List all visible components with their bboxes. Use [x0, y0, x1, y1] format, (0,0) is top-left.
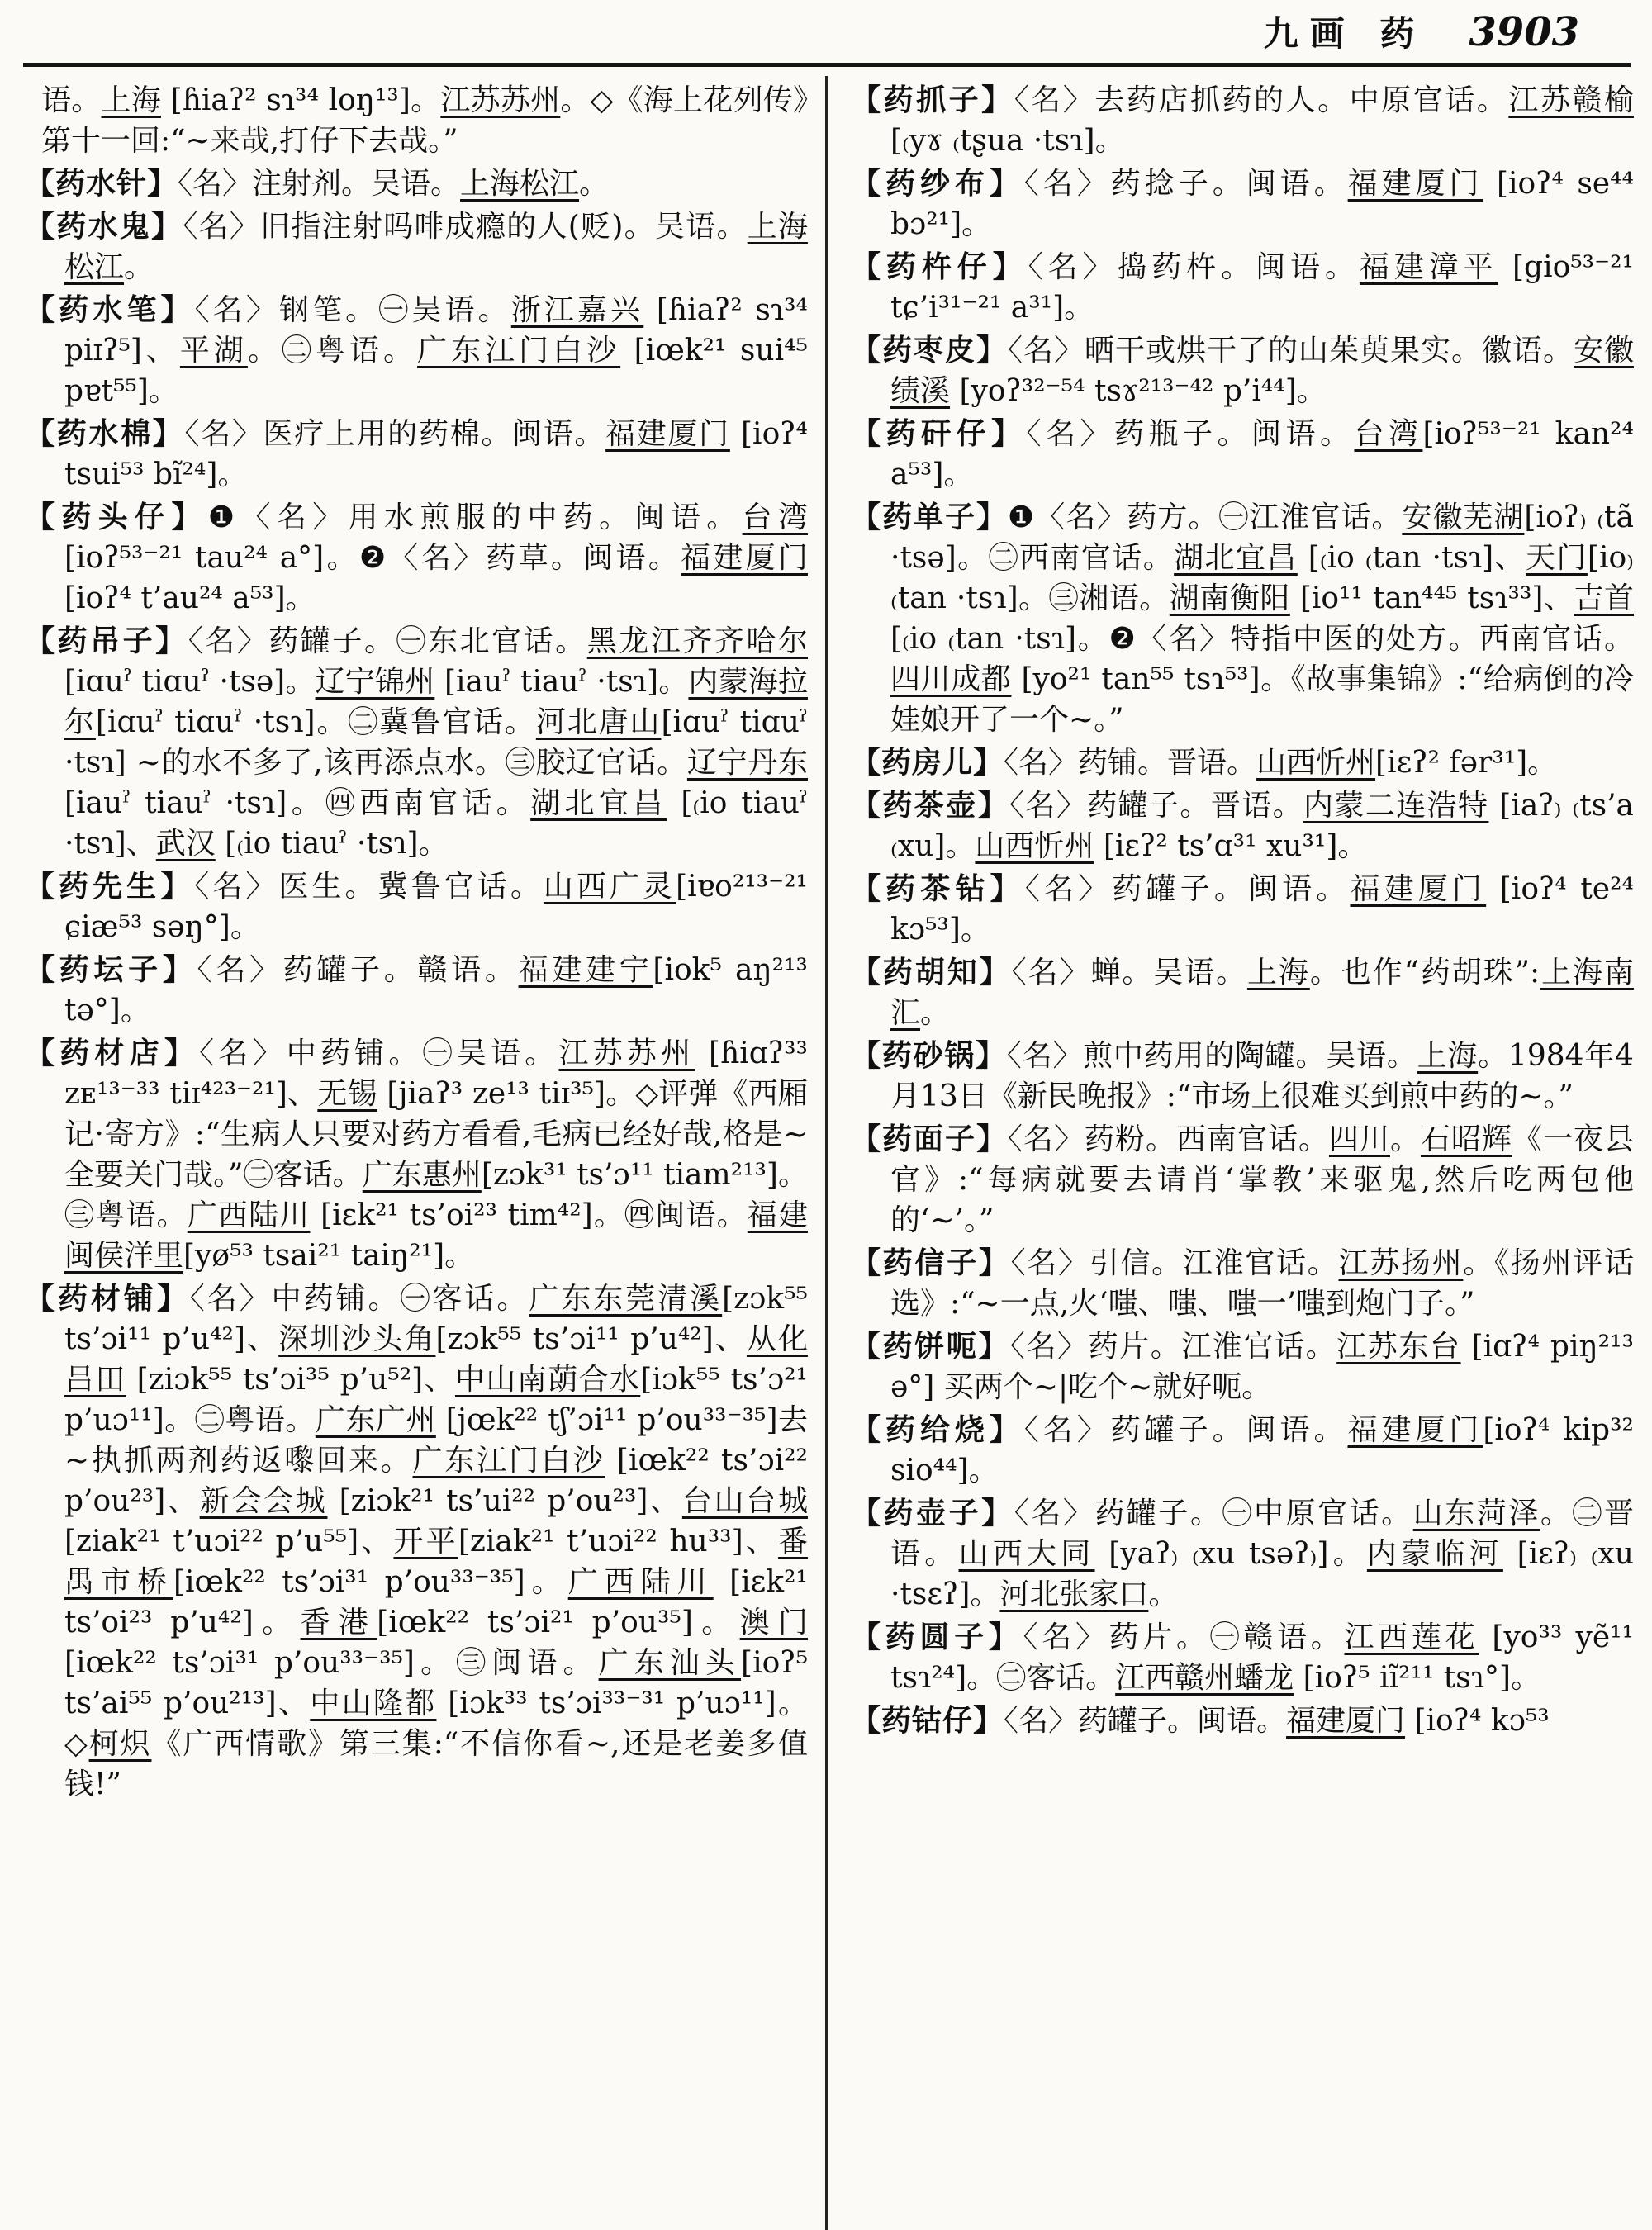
entry-headword: 【药材店】 [25, 1037, 200, 1070]
entry-body: 〈名〉药捻子。闽语。福建厦门 [ioʔ⁴ se⁴⁴ bɔ²¹]。 [890, 167, 1634, 241]
proper-name-underline: 开平 [393, 1525, 458, 1559]
proper-name-underline: 江苏苏州 [558, 1037, 695, 1070]
dictionary-entry [851, 1119, 1634, 1241]
entry-headword: 【药给烧】 [851, 1413, 1024, 1447]
proper-name-underline: 台湾 [1354, 417, 1423, 451]
proper-name-underline: 黑龙江齐齐哈尔 [586, 624, 808, 658]
proper-name-underline: 武汉 [155, 827, 216, 861]
dictionary-entry [851, 1410, 1634, 1491]
proper-name-underline: 石昭辉 [1420, 1122, 1512, 1156]
proper-name-underline: 河北唐山 [535, 705, 662, 739]
proper-name-underline: 湖北宜昌 [1174, 541, 1298, 575]
dictionary-entry [25, 206, 808, 287]
entry-headword: 【药胡知】 [851, 956, 1012, 989]
proper-name-underline: 上海 [1417, 1039, 1479, 1073]
entry-headword: 【药饼呃】 [851, 1330, 1010, 1364]
left-column [25, 78, 808, 1807]
entry-body: 〈名〉钢笔。㊀吴语。浙江嘉兴 [ɦiaʔ² sɿ³⁴ piɪʔ⁵]、平湖。㊁粤语。广东江门白沙 [iœk²¹ sui⁴⁵ pɐt⁵⁵]。 [64, 293, 808, 408]
proper-name-underline: 上海 [101, 83, 161, 117]
proper-name-underline: 辽宁锦州 [315, 665, 435, 699]
right-column [851, 78, 1634, 1744]
proper-name-underline: 中山隆都 [310, 1687, 437, 1720]
entry-body: 〈名〉药瓶子。闽语。台湾[ioʔ⁵³⁻²¹ kan²⁴ a⁵³]。 [890, 417, 1634, 491]
page-header [1264, 7, 1579, 56]
dictionary-entry [851, 164, 1634, 244]
entry-headword: 【药面子】 [851, 1122, 1008, 1156]
entry-body: 〈名〉药罐子。闽语。福建厦门 [ioʔ⁴ kɔ⁵³ [1004, 1704, 1550, 1738]
column-divider [825, 76, 828, 2230]
proper-name-underline: 广东江门白沙 [417, 334, 621, 368]
dictionary-entry [851, 869, 1634, 950]
entry-headword: 【药杵仔】 [851, 250, 1028, 284]
proper-name-underline: 山西广灵 [543, 870, 676, 904]
proper-name-underline: 山西大同 [958, 1537, 1095, 1571]
entry-body: 〈名〉中药铺。㊀客话。广东东莞清溪[zɔk⁵⁵ ts’ɔi¹¹ p’u⁴²]、深圳沙头角[zɔk⁵⁵ ts’ɔi¹¹ p’u⁴²]、从化吕田 [ziɔk⁵⁵ ts’ɔi³⁵ p’u⁵²]、中山南蓢合水[iɔk⁵⁵ ts’ɔ²¹ p’uɔ¹¹]。㊁粤语。广东广州 [jœk²² tʃ’ɔi¹¹ p’ou³³⁻³⁵]去~执抓两剂药返嚟回来。广东江门白沙 [iœk²² ts’ɔi²² p’ou²³]、新会会城 [ziɔk²¹ ts’ui²² p’ou²³]、台山台城 [ziak²¹ t’uɔi²² p’u⁵⁵]、开平[ziak²¹ t’uɔi²² hu³³]、番禺市桥[iœk²² ts’ɔi³¹ p’ou³³⁻³⁵]。广西陆川 [iɛk²¹ ts’oi²³ p’u⁴²]。香港[iœk²² ts’ɔi²¹ p’ou³⁵]。澳门 [iœk²² ts’ɔi³¹ p’ou³³⁻³⁵]。㊂闽语。广东汕头[ioʔ⁵ ts’ai⁵⁵ p’ou²¹³]、中山隆都 [iɔk³³ ts’ɔi³³⁻³¹ p’uɔ¹¹]。◇柯炽《广西情歌》第三集:“不信你看~,还是老姜多值钱!” [64, 1282, 808, 1801]
proper-name-underline: 澳门 [739, 1606, 808, 1639]
proper-name-underline: 内蒙二连浩特 [1303, 789, 1489, 823]
proper-name-underline: 广东东莞清溪 [529, 1282, 723, 1316]
entry-headword: 【药先生】 [25, 870, 195, 904]
proper-name-underline: 福建厦门 [1347, 167, 1483, 201]
proper-name-underline: 江苏赣榆 [1508, 83, 1634, 117]
proper-name-underline: 上海松江 [460, 167, 580, 201]
proper-name-underline: 四川 [1328, 1122, 1390, 1156]
dictionary-entry [851, 743, 1634, 783]
proper-name-underline: 上海 [1246, 956, 1310, 989]
proper-name-underline: 从化吕田 [64, 1322, 808, 1397]
entry-headword: 【药房儿】 [851, 746, 1004, 780]
dictionary-entry [851, 80, 1634, 161]
entry-body: 〈名〉医生。冀鲁官话。山西广灵[iɐo²¹³⁻²¹ ɕiæ⁵³ səŋ°]。 [64, 870, 808, 944]
proper-name-underline: 台湾 [742, 501, 808, 534]
proper-name-underline: 河北张家口 [999, 1578, 1149, 1611]
entry-body: 〈名〉药罐子。闽语。福建厦门[ioʔ⁴ kip³² sio⁴⁴]。 [890, 1413, 1634, 1487]
dictionary-entry [851, 497, 1634, 740]
entry-headword: 【药壶子】 [851, 1497, 1014, 1530]
entry-body: ❶〈名〉药方。㊀江淮官话。安徽芜湖[ioʔ₎ ₍tã ·tsə]。㊁西南官话。湖北宜昌 [₍io ₍tan ·tsɿ]、天门[io₎ ₍tan ·tsɿ]。㊂湘语。湖南衡阳 [io¹¹ tan⁴⁴⁵ tsɿ³³]、吉首[₍io ₍tan ·tsɿ]。❷〈名〉特指中医的处方。西南官话。四川成都 [yo²¹ tan⁵⁵ tsɿ⁵³]。《故事集锦》:“给病倒的冷娃娘开了一个~。” [890, 501, 1634, 737]
proper-name-underline: 广西陆川 [567, 1565, 714, 1599]
proper-name-underline: 无锡 [317, 1077, 377, 1111]
proper-name-underline: 安徽绩溪 [890, 334, 1634, 408]
proper-name-underline: 福建闽侯洋里 [64, 1198, 808, 1273]
dictionary-entry [851, 785, 1634, 866]
proper-name-underline: 福建厦门 [1347, 1413, 1483, 1447]
entry-body: 〈名〉注射剂。吴语。上海松江。 [178, 167, 610, 201]
proper-name-underline: 深圳沙头角 [278, 1322, 436, 1356]
entry-body: 〈名〉药铺。晋语。山西忻州[iɛʔ² fər³¹]。 [1004, 746, 1558, 780]
entry-headword: 【药抓子】 [851, 83, 1014, 117]
proper-name-underline: 番禺市桥 [64, 1525, 808, 1599]
proper-name-underline: 江苏扬州 [1338, 1246, 1464, 1280]
dictionary-entry [851, 247, 1634, 328]
entry-body: 〈名〉晒干或烘干了的山茱萸果实。徽语。安徽绩溪 [yoʔ³²⁻⁵⁴ tsɤ²¹³⁻⁴² p’i⁴⁴]。 [890, 334, 1634, 408]
entry-body: 〈名〉药罐子。㊀东北官话。黑龙江齐齐哈尔[iɑuˀ tiɑuˀ ·tsə]。辽宁锦州 [iauˀ tiauˀ ·tsɿ]。内蒙海拉尔[iɑuˀ tiɑuˀ ·tsɿ]。㊁冀鲁官话。河北唐山[iɑuˀ tiɑuˀ ·tsɿ] ~的水不多了,该再添点水。㊂胶辽官话。辽宁丹东 [iauˀ tiauˀ ·tsɿ]。㊃西南官话。湖北宜昌 [₍io tiauˀ ·tsɿ]、武汉 [₍io tiauˀ ·tsɿ]。 [64, 624, 808, 861]
dictionary-entry [851, 1036, 1634, 1117]
dictionary-entry [851, 1326, 1634, 1407]
proper-name-underline: 平湖 [179, 334, 248, 368]
proper-name-underline: 柯炽 [88, 1727, 152, 1761]
dictionary-entry [25, 290, 808, 411]
proper-name-underline: 香港 [300, 1606, 377, 1639]
entry-body: 〈名〉捣药杵。闽语。福建漳平 [gio⁵³⁻²¹ tɕ’i³¹⁻²¹ a³¹]。 [890, 250, 1634, 325]
entry-body: 〈名〉去药店抓药的人。中原官话。江苏赣榆[₍yɤ ₍tʂua ·tsɿ]。 [890, 83, 1634, 158]
entry-body: 〈名〉药罐子。晋语。内蒙二连浩特 [iaʔ₎ ₍ts’a ₍xu]。山西忻州 [iɛʔ² ts’ɑ³¹ xu³¹]。 [890, 789, 1634, 863]
header-rule [23, 63, 1631, 67]
entry-headword: 【药枣皮】 [851, 334, 1008, 368]
entry-headword: 【药水棉】 [25, 417, 185, 451]
proper-name-underline: 广东江门白沙 [412, 1444, 605, 1478]
dictionary-entry [851, 1701, 1634, 1741]
entry-headword: 【药单子】 [851, 501, 1009, 534]
entry-body: 〈名〉药罐子。赣语。福建建宁[iok⁵ aŋ²¹³ tə°]。 [64, 953, 808, 1027]
entry-headword: 【药坛子】 [25, 953, 197, 987]
dictionary-entry [25, 866, 808, 947]
proper-name-underline: 山西忻州 [975, 829, 1094, 863]
entry-headword: 【药茶钻】 [851, 872, 1025, 906]
continuation-paragraph [25, 80, 808, 161]
entry-body: 〈名〉药片。江淮官话。江苏东台 [iɑʔ⁴ piŋ²¹³ ə°] 买两个~|吃个~就好呃。 [890, 1330, 1634, 1404]
entry-headword: 【药水笔】 [25, 293, 195, 327]
proper-name-underline: 山东菏泽 [1412, 1497, 1540, 1530]
entry-headword: 【药水针】 [25, 167, 178, 201]
proper-name-underline: 安徽芜湖 [1402, 501, 1525, 534]
proper-name-underline: 山西忻州 [1256, 746, 1376, 780]
proper-name-underline: 湖北宜昌 [530, 786, 667, 820]
dictionary-entry [25, 1279, 808, 1805]
header-section-label: 九画 药 [1263, 13, 1427, 54]
proper-name-underline: 福建建宁 [518, 953, 653, 987]
entry-body: 〈名〉中药铺。㊀吴语。江苏苏州 [ɦiɑʔ³³ zᴇ¹³⁻³³ tiɪ⁴²³⁻²¹]、无锡 [jiaʔ³ ze¹³ tiɪ³⁵]。◇评弹《西厢记·寄方》:“生病人只要对药方看看,毛病已经好哉,格是~全要关门哉。”㊁客话。广东惠州[zɔk³¹ ts’ɔ¹¹ tiam²¹³]。㊂粤语。广西陆川 [iɛk²¹ ts’oi²³ tim⁴²]。㊃闽语。福建闽侯洋里[yø⁵³ tsai²¹ taiŋ²¹]。 [64, 1037, 808, 1273]
proper-name-underline: 广东广州 [315, 1403, 436, 1437]
entry-headword: 【药材铺】 [25, 1282, 190, 1316]
proper-name-underline: 湖南衡阳 [1169, 581, 1290, 615]
proper-name-underline: 福建厦门 [681, 541, 808, 575]
proper-name-underline: 江苏苏州 [440, 83, 561, 117]
proper-name-underline: 广西陆川 [187, 1198, 311, 1232]
entry-body: 〈名〉蝉。吴语。上海。也作“药胡珠”:上海南汇。 [890, 956, 1634, 1030]
dictionary-entry [851, 1493, 1634, 1615]
entry-body: 〈名〉药粉。西南官话。四川。石昭辉《一夜县官》:“每病就要去请肖‘掌教’来驱鬼,然后吃两包他的‘~’。” [890, 1122, 1634, 1237]
entry-body: 语。上海 [ɦiaʔ² sɿ³⁴ loŋ¹³]。江苏苏州。◇《海上花列传》第十一回:“~来哉,打仔下去哉。” [41, 83, 808, 158]
proper-name-underline: 天门 [1526, 541, 1588, 575]
dictionary-entry [25, 1033, 808, 1276]
proper-name-underline: 四川成都 [890, 662, 1012, 696]
entry-body: 〈名〉引信。江淮官话。江苏扬州。《扬州评话选》:“~一点,火‘嗤、嗤、嗤一’嗤到炮门子。” [890, 1246, 1634, 1321]
proper-name-underline: 辽宁丹东 [686, 746, 808, 780]
dictionary-entry [25, 497, 808, 619]
entry-body: 〈名〉药罐子。闽语。福建厦门 [ioʔ⁴ te²⁴ kɔ⁵³]。 [890, 872, 1634, 947]
proper-name-underline: 福建厦门 [1350, 872, 1487, 906]
dictionary-entry [851, 952, 1634, 1033]
entry-body: ❶〈名〉用水煎服的中药。闽语。台湾 [ioʔ⁵³⁻²¹ tau²⁴ a°]。❷〈名〉药草。闽语。福建厦门 [ioʔ⁴ t’au²⁴ a⁵³]。 [64, 501, 808, 615]
proper-name-underline: 台山台城 [681, 1484, 808, 1518]
proper-name-underline: 内蒙海拉尔 [64, 665, 808, 739]
proper-name-underline: 上海南汇 [890, 956, 1634, 1030]
dictionary-entry [851, 1617, 1634, 1698]
proper-name-underline: 福建漳平 [1359, 250, 1498, 284]
proper-name-underline: 江西赣州蟠龙 [1115, 1661, 1294, 1695]
entry-headword: 【药钴仔】 [851, 1704, 1004, 1738]
dictionary-entry [851, 414, 1634, 495]
proper-name-underline: 江苏东台 [1336, 1330, 1461, 1364]
entry-headword: 【药圆子】 [851, 1620, 1023, 1654]
proper-name-underline: 上海松江 [64, 210, 808, 284]
proper-name-underline: 福建厦门 [1286, 1704, 1406, 1738]
proper-name-underline: 吉首 [1574, 581, 1634, 615]
entry-headword: 【药砂锅】 [851, 1039, 1007, 1073]
entry-headword: 【药头仔】 [25, 501, 208, 534]
entry-body: 〈名〉医疗上用的药棉。闽语。福建厦门 [ioʔ⁴ tsui⁵³ bĩ²⁴]。 [64, 417, 808, 491]
dictionary-entry [851, 1243, 1634, 1324]
proper-name-underline: 福建厦门 [605, 417, 730, 451]
dictionary-entry [25, 621, 808, 864]
dictionary-entry [25, 950, 808, 1031]
entry-headword: 【药茶壶】 [851, 789, 1010, 823]
proper-name-underline: 广东汕头 [598, 1646, 742, 1680]
entry-headword: 【药水鬼】 [25, 210, 183, 244]
proper-name-underline: 广东惠州 [362, 1158, 482, 1192]
entry-body: 〈名〉煎中药用的陶罐。吴语。上海。1984年4月13日《新民晚报》:“市场上很难买到煎中药的~。” [890, 1039, 1634, 1113]
proper-name-underline: 内蒙临河 [1366, 1537, 1503, 1571]
proper-name-underline: 浙江嘉兴 [510, 293, 644, 327]
entry-body: 〈名〉药片。㊀赣语。江西莲花 [yo³³ yẽ¹¹ tsɿ²⁴]。㊁客话。江西赣州蟠龙 [ioʔ⁵ iĩ²¹¹ tsɿ°]。 [890, 1620, 1634, 1695]
proper-name-underline: 新会会城 [199, 1484, 328, 1518]
proper-name-underline: 中山南蓢合水 [454, 1363, 641, 1397]
header-page-number: 3903 [1469, 9, 1579, 55]
dictionary-entry [25, 414, 808, 495]
dictionary-entry [851, 330, 1634, 411]
entry-body: 〈名〉药罐子。㊀中原官话。山东菏泽。㊁晋语。山西大同 [yaʔ₎ ₍xu tsəʔ₎]。内蒙临河 [iɛʔ₎ ₍xu ·tsɛʔ]。河北张家口。 [890, 1497, 1634, 1611]
entry-body: 〈名〉旧指注射吗啡成瘾的人(贬)。吴语。上海松江。 [64, 210, 808, 284]
dictionary-entry [25, 164, 808, 204]
entry-headword: 【药纱布】 [851, 167, 1024, 201]
entry-headword: 【药矸仔】 [851, 417, 1027, 451]
entry-headword: 【药信子】 [851, 1246, 1011, 1280]
entry-headword: 【药吊子】 [25, 624, 188, 658]
proper-name-underline: 江西莲花 [1344, 1620, 1479, 1654]
